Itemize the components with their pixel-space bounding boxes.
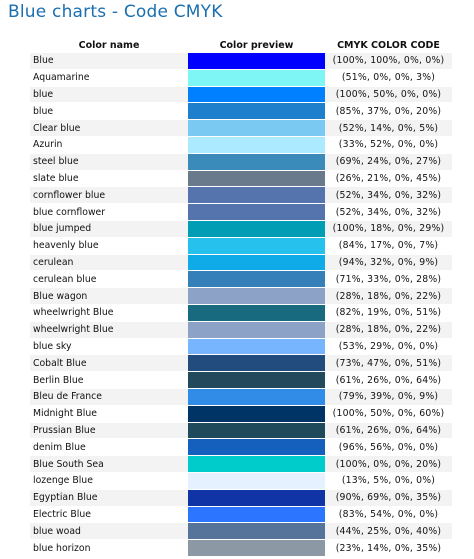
color-name-cell: Clear blue bbox=[33, 122, 81, 134]
cmyk-code-cell: (52%, 34%, 0%, 32%) bbox=[335, 206, 442, 218]
cmyk-code-cell: (28%, 18%, 0%, 22%) bbox=[335, 290, 442, 302]
table-row bbox=[30, 271, 452, 288]
color-name-cell: wheelwright Blue bbox=[33, 324, 114, 336]
cmyk-code-cell: (100%, 0%, 0%, 20%) bbox=[335, 458, 442, 470]
table-row bbox=[30, 187, 452, 204]
color-preview-swatch bbox=[188, 221, 325, 237]
color-name-cell: Bleu de France bbox=[33, 391, 103, 403]
color-name-cell: Blue bbox=[33, 55, 54, 67]
page-title: Blue charts - Code CMYK bbox=[8, 2, 223, 22]
table-body bbox=[30, 53, 452, 557]
color-preview-swatch bbox=[188, 439, 325, 455]
header-color-preview: Color preview bbox=[219, 39, 294, 51]
cmyk-code-cell: (100%, 50%, 0%, 0%) bbox=[335, 88, 442, 100]
color-preview-swatch bbox=[188, 406, 325, 422]
table-row bbox=[30, 523, 452, 540]
color-preview-swatch bbox=[188, 507, 325, 523]
color-name-cell: blue bbox=[33, 105, 54, 117]
table-row bbox=[30, 137, 452, 154]
table-row bbox=[30, 339, 452, 356]
color-name-cell: Midnight Blue bbox=[33, 408, 97, 420]
table-row bbox=[30, 103, 452, 120]
color-name-cell: blue bbox=[33, 88, 54, 100]
color-name-cell: Azurin bbox=[33, 139, 63, 151]
color-name-cell: Blue wagon bbox=[33, 290, 88, 302]
color-preview-swatch bbox=[188, 271, 325, 287]
table-row bbox=[30, 305, 452, 322]
color-name-cell: cornflower blue bbox=[33, 189, 106, 201]
color-name-cell: heavenly blue bbox=[33, 240, 99, 252]
color-name-cell: Cobalt Blue bbox=[33, 357, 87, 369]
cmyk-code-cell: (61%, 26%, 0%, 64%) bbox=[335, 374, 442, 386]
color-preview-swatch bbox=[188, 154, 325, 170]
table-row bbox=[30, 171, 452, 188]
table-row bbox=[30, 70, 452, 87]
header-color-name: Color name bbox=[78, 39, 140, 51]
color-preview-swatch bbox=[188, 339, 325, 355]
cmyk-code-cell: (100%, 100%, 0%, 0%) bbox=[332, 55, 445, 67]
table-row bbox=[30, 423, 452, 440]
color-name-cell: Prussian Blue bbox=[33, 424, 96, 436]
table-row bbox=[30, 221, 452, 238]
color-preview-swatch bbox=[188, 137, 325, 153]
color-name-cell: slate blue bbox=[33, 172, 79, 184]
color-name-cell: cerulean bbox=[33, 256, 74, 268]
color-name-cell: cerulean blue bbox=[33, 273, 97, 285]
cmyk-code-cell: (61%, 26%, 0%, 64%) bbox=[335, 424, 442, 436]
color-preview-swatch bbox=[188, 490, 325, 506]
table-row bbox=[30, 204, 452, 221]
cmyk-code-cell: (71%, 33%, 0%, 28%) bbox=[335, 273, 442, 285]
color-preview-swatch bbox=[188, 53, 325, 69]
color-preview-swatch bbox=[188, 456, 325, 472]
cmyk-code-cell: (82%, 19%, 0%, 51%) bbox=[335, 307, 442, 319]
color-name-cell: Blue South Sea bbox=[33, 458, 104, 470]
cmyk-code-cell: (52%, 14%, 0%, 5%) bbox=[338, 122, 439, 134]
color-preview-swatch bbox=[188, 204, 325, 220]
cmyk-code-cell: (100%, 18%, 0%, 29%) bbox=[332, 223, 445, 235]
cmyk-code-cell: (94%, 32%, 0%, 9%) bbox=[338, 256, 439, 268]
table-row bbox=[30, 507, 452, 524]
color-name-cell: blue cornflower bbox=[33, 206, 106, 218]
color-preview-swatch bbox=[188, 87, 325, 103]
color-name-cell: denim Blue bbox=[33, 441, 86, 453]
table-row bbox=[30, 355, 452, 372]
color-preview-swatch bbox=[188, 187, 325, 203]
color-name-cell: blue jumped bbox=[33, 223, 92, 235]
cmyk-code-cell: (44%, 25%, 0%, 40%) bbox=[335, 525, 442, 537]
color-name-cell: Aquamarine bbox=[33, 72, 90, 84]
table-header bbox=[30, 37, 452, 53]
table-row bbox=[30, 490, 452, 507]
table-row bbox=[30, 406, 452, 423]
color-preview-swatch bbox=[188, 355, 325, 371]
table-row bbox=[30, 456, 452, 473]
color-name-cell: steel blue bbox=[33, 156, 79, 168]
cmyk-code-cell: (90%, 69%, 0%, 35%) bbox=[335, 492, 442, 504]
cmyk-code-cell: (69%, 24%, 0%, 27%) bbox=[335, 156, 442, 168]
table-row bbox=[30, 120, 452, 137]
color-preview-swatch bbox=[188, 372, 325, 388]
table-row bbox=[30, 540, 452, 557]
color-preview-swatch bbox=[188, 70, 325, 86]
cmyk-code-cell: (79%, 39%, 0%, 9%) bbox=[338, 391, 439, 403]
color-preview-swatch bbox=[188, 523, 325, 539]
color-table bbox=[30, 37, 452, 557]
cmyk-code-cell: (84%, 17%, 0%, 7%) bbox=[338, 240, 439, 252]
table-row bbox=[30, 322, 452, 339]
color-preview-swatch bbox=[188, 288, 325, 304]
color-preview-swatch bbox=[188, 540, 325, 556]
header-cmyk-code: CMYK COLOR CODE bbox=[337, 39, 440, 51]
color-name-cell: Egyptian Blue bbox=[33, 492, 98, 504]
color-name-cell: Berlin Blue bbox=[33, 374, 84, 386]
color-name-cell: blue woad bbox=[33, 525, 81, 537]
table-row bbox=[30, 53, 452, 70]
color-preview-swatch bbox=[188, 389, 325, 405]
table-row bbox=[30, 372, 452, 389]
table-row bbox=[30, 288, 452, 305]
cmyk-code-cell: (26%, 21%, 0%, 45%) bbox=[335, 172, 442, 184]
cmyk-code-cell: (100%, 50%, 0%, 60%) bbox=[332, 408, 445, 420]
color-preview-swatch bbox=[188, 423, 325, 439]
table-row bbox=[30, 154, 452, 171]
color-preview-swatch bbox=[188, 305, 325, 321]
cmyk-code-cell: (13%, 5%, 0%, 0%) bbox=[341, 475, 436, 487]
cmyk-code-cell: (52%, 34%, 0%, 32%) bbox=[335, 189, 442, 201]
color-preview-swatch bbox=[188, 255, 325, 271]
cmyk-code-cell: (53%, 29%, 0%, 0%) bbox=[338, 340, 439, 352]
color-name-cell: wheelwright Blue bbox=[33, 307, 114, 319]
color-name-cell: blue sky bbox=[33, 340, 72, 352]
table-row bbox=[30, 255, 452, 272]
color-preview-swatch bbox=[188, 473, 325, 489]
table-row bbox=[30, 389, 452, 406]
table-row bbox=[30, 87, 452, 104]
cmyk-code-cell: (23%, 14%, 0%, 35%) bbox=[335, 542, 442, 554]
cmyk-code-cell: (28%, 18%, 0%, 22%) bbox=[335, 324, 442, 336]
cmyk-code-cell: (51%, 0%, 0%, 3%) bbox=[341, 72, 436, 84]
cmyk-code-cell: (33%, 52%, 0%, 0%) bbox=[338, 139, 439, 151]
cmyk-code-cell: (73%, 47%, 0%, 51%) bbox=[335, 357, 442, 369]
cmyk-code-cell: (85%, 37%, 0%, 20%) bbox=[335, 105, 442, 117]
cmyk-code-cell: (96%, 56%, 0%, 0%) bbox=[338, 441, 439, 453]
cmyk-code-cell: (83%, 54%, 0%, 0%) bbox=[338, 508, 439, 520]
color-preview-swatch bbox=[188, 120, 325, 136]
table-row bbox=[30, 439, 452, 456]
table-row bbox=[30, 473, 452, 490]
color-name-cell: lozenge Blue bbox=[33, 475, 93, 487]
color-preview-swatch bbox=[188, 238, 325, 254]
color-preview-swatch bbox=[188, 322, 325, 338]
color-name-cell: blue horizon bbox=[33, 542, 91, 554]
color-name-cell: Electric Blue bbox=[33, 508, 91, 520]
color-preview-swatch bbox=[188, 171, 325, 187]
color-preview-swatch bbox=[188, 103, 325, 119]
table-row bbox=[30, 238, 452, 255]
